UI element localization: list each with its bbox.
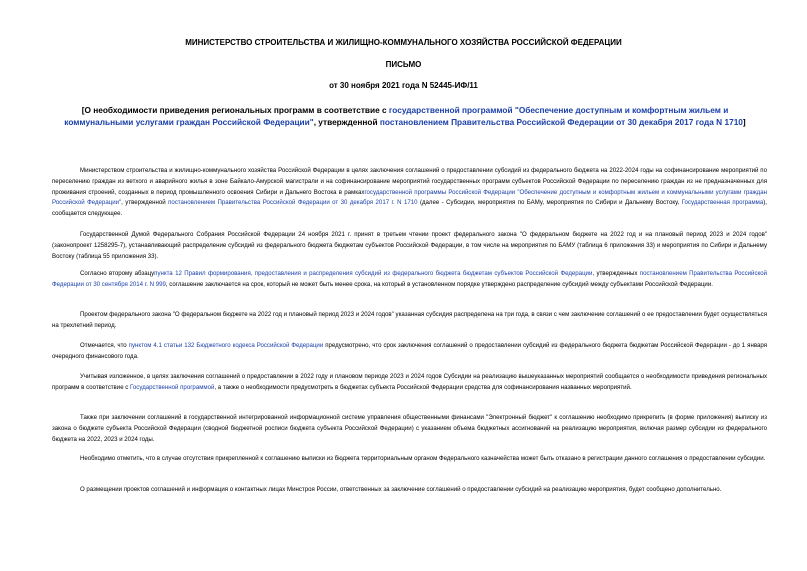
- paragraph-3: [52, 269, 767, 291]
- paragraph-text: (далее - Субсидии, мероприятия по БАМу, мероприятия по Сибири и Дальнему Востоку,: [417, 199, 682, 207]
- paragraph-7: [52, 413, 767, 445]
- paragraph-text: , утвержденных: [592, 270, 640, 277]
- paragraph-text: , соглашение заключается на срок, который не может быть менее срока, на который в установленном порядке утверждено распределение субсидий между субъектами Российской Федерации.: [165, 280, 713, 288]
- paragraph-text: , утвержденной: [121, 199, 169, 207]
- paragraph-text: Государственной Думой Федерального Собрания Российской Федерации 24 ноября 2021 г. принят в третьем чтении проект федерального закона "О федеральном бюджете на 2022 год и на плановый период 2023 и 2024 годов" (законопроект 1258295-7), устанавливающий распределение субсидий из федерального бюджета бюджетам субъектов Российской Федерации, в том числе на мероприятия по БАМУ (таблица 6 приложения 33) и мероприятия по Сибири и Дальнему Востоку (таблица 55 приложения 33).: [52, 231, 767, 260]
- subject-text: , утвержденной: [313, 117, 380, 127]
- subject-link-decree[interactable]: постановлением Правительства Российской Федерации от 30 декабря 2017 года N 1710: [379, 117, 743, 127]
- link-state-program-short[interactable]: Государственная программа: [681, 199, 764, 207]
- paragraph-text: Учитывая изложенное, в целях заключения соглашений о предоставлении в 2022 году и плановом периоде 2023 и 2024 годов Субсидии на реализацию вышеуказанных мероприятий сообщается о необходимости приведения региональных программ в соответствие с: [52, 373, 767, 391]
- paragraph-text: , а также о необходимости предусмотреть в бюджетах субъекта Российской Федерации средства для софинансирования названных мероприятий.: [214, 383, 632, 391]
- link-state-program-short[interactable]: Государственной программой: [130, 383, 215, 391]
- paragraph-text: ), сообщается следующее.: [52, 199, 767, 218]
- link-budget-code[interactable]: пунктом 4.1 статьи 132 Бюджетного кодекса Российской Федерации: [128, 342, 324, 349]
- paragraph-text: Необходимо отметить, что в случае отсутствия прикрепленной к соглашению выписки из бюджета территориальным органом Федерального казначейства может быть отказано в регистрации данного соглашения о предоставлении субсидии.: [80, 455, 766, 462]
- ministry-heading: МИНИСТЕРСТВО СТРОИТЕЛЬСТВА И ЖИЛИЩНО-КОММУНАЛЬНОГО ХОЗЯЙСТВА РОССИЙСКОЙ ФЕДЕРАЦИИ: [185, 38, 622, 47]
- paragraph-4: [52, 310, 767, 332]
- document-date-number: от 30 ноября 2021 года N 52445-ИФ/11: [329, 81, 478, 90]
- paragraph-text: предусмотрено, что срок заключения соглашений о предоставлении субсидий из федерального бюджета бюджетам Российской Федерации - до 1 января очередного финансового года.: [52, 342, 768, 360]
- link-government-decree[interactable]: постановлением Правительства Российской Федерации от 30 декабря 2017 г. N 1710: [168, 199, 418, 207]
- paragraph-5: [52, 341, 767, 363]
- paragraph-8: [52, 454, 767, 465]
- link-rules-item-12[interactable]: пункта 12 Правил формирования, предоставления и распределения субсидий из федерального бюджета бюджетам субъектов Российской Федерации: [154, 270, 593, 277]
- subject-text: О необходимости приведения региональных программ в соответствие с: [84, 105, 389, 115]
- document-type: ПИСЬМО: [385, 60, 422, 69]
- link-decree-999[interactable]: постановлением Правительства Российской Федерации от 30 сентября 2014 г. N 999: [52, 270, 768, 288]
- paragraph-1: [52, 166, 767, 220]
- paragraph-text: Проектом федерального закона "О федеральном бюджете на 2022 год и плановый период 2023 и 2024 годов" указанная субсидия распределена на три года, в связи с чем заключение соглашений о ее предоставлении будет осуществляться на трехлетний период.: [52, 311, 767, 329]
- paragraph-2: [52, 230, 767, 262]
- paragraph-9: [52, 485, 767, 496]
- subject-link-program[interactable]: государственной программой "Обеспечение доступным и комфортным жильем и коммунальными услугами граждан Российской Федерации": [64, 105, 729, 127]
- document-subject: [52, 104, 758, 128]
- paragraph-text: О размещении проектов соглашений и информация о контактных лицах Минстроя России, ответственных за заключение соглашений о предоставлении субсидий на реализацию мероприятия, будет сообщено дополнительно.: [80, 486, 722, 493]
- paragraph-text: Отмечается, что: [80, 342, 129, 349]
- link-state-program[interactable]: государственной программы Российской Федерации "Обеспечение доступным и комфортным жильем и коммунальными услугами граждан Российской Федерации": [52, 188, 767, 207]
- paragraph-text: Согласно второму абзацу: [80, 270, 155, 277]
- paragraph-text: Также при заключении соглашений в государственной интегрированной информационной системе управления общественными финансами "Электронный бюджет" к соглашению необходимо прикрепить (в форме приложения) выписку из закона о бюджете субъекта Российской Федерации (сводной бюджетной росписи бюджета субъекта Российской Федерации) с указанием объема бюджетных ассигнований на реализацию мероприятия, включая размер субсидии из федерального бюджета на 2022, 2023 и 2024 годы.: [52, 414, 767, 443]
- paragraph-text: Министерством строительства и жилищно-коммунального хозяйства Российской Федерации в целях заключения соглашений о предоставлении субсидий из федерального бюджета на 2022-2024 годы на софинансирование мероприятий по переселению граждан из ветхого и аварийного жилья в зоне Байкало-Амурской магистрали и на софинансирование мероприятий государственных программ субъектов Российской Федерации по переселению граждан из не предназначенных для проживания строений, созданных в период промышленного освоения Сибири и Дальнего Востока в рамках: [52, 167, 767, 196]
- subject-bracket-close: ]: [742, 117, 746, 127]
- subject-bracket-open: [: [81, 105, 85, 115]
- paragraph-6: [52, 372, 767, 394]
